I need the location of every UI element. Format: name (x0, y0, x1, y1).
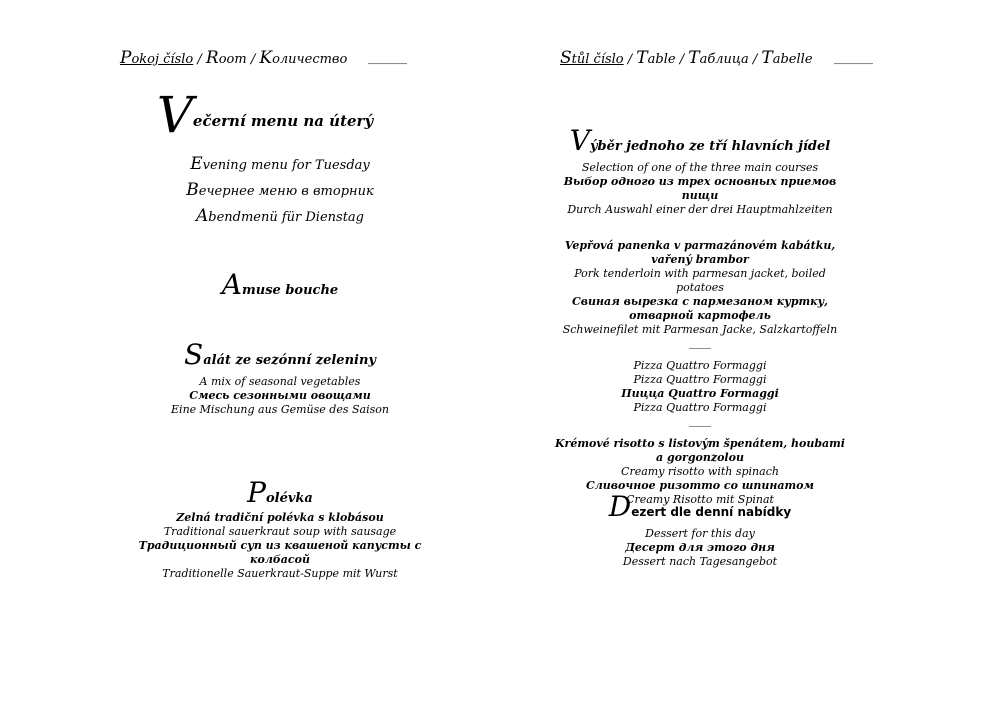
translation-initial: A (195, 206, 209, 226)
section-title-text: alát ze sezónní zeleniny (203, 353, 376, 368)
amuse-bouche-section (130, 268, 430, 301)
dish1-line-de: Schweinefilet mit Parmesan Jacke, Salzkartoffeln (562, 323, 838, 336)
header-slash: / (748, 52, 762, 67)
dish2-line-de: Pizza Quattro Formaggi (633, 401, 767, 414)
dish2-line-ru: Пицца Quattro Formaggi (621, 387, 779, 400)
header-word: oom (218, 52, 247, 67)
translation-text: ечернее меню в вторник (198, 184, 374, 199)
section-initial: P (247, 476, 266, 509)
header-initial: P (120, 48, 132, 68)
salad-line-en: A mix of seasonal vegetables (199, 375, 361, 388)
dessert-line-en: Dessert for this day (645, 527, 755, 540)
dessert-section (555, 490, 845, 569)
translation-initial: В (186, 180, 199, 200)
section-title (130, 268, 430, 301)
table-number-blank: ______ (834, 50, 873, 65)
title-translation-de (130, 204, 430, 230)
dish1-line-ru: Свиная вырезка с пармезаном куртку, отварной картофель (571, 295, 829, 322)
header-slash: / (623, 52, 637, 67)
salad-line-de: Eine Mischung aus Gemüse des Saison (171, 403, 389, 416)
section-initial: S (184, 338, 204, 371)
salad-section (130, 338, 430, 417)
section-initial: V (569, 124, 590, 157)
title-initial: V (156, 86, 193, 144)
room-number-blank: ______ (368, 50, 407, 65)
soup-line-ru: Традиционный суп из квашеной капусты с колбасой (138, 539, 422, 566)
section-title-text: ezert dle denní nabídky (631, 505, 792, 519)
soup-line-cz: Zelná tradiční polévka s klobásou (176, 511, 384, 524)
main-line-ru: Выбор одного из трех основных приемов пищи (563, 175, 837, 202)
header-initial: S (560, 48, 572, 68)
dish3-line-de: Creamy Risotto mit Spinat (626, 493, 774, 506)
main-line-de: Durch Auswahl einer der drei Hauptmahlzeiten (567, 203, 833, 216)
section-title-text: muse bouche (242, 283, 339, 298)
section-title-text: olévka (265, 491, 313, 506)
main-dish-options (555, 239, 845, 507)
header-initial: K (259, 48, 273, 68)
header-word: аблица (699, 52, 749, 67)
soup-line-de: Traditionelle Sauerkraut-Suppe mit Wurst (162, 567, 398, 580)
translation-initial: E (190, 154, 203, 174)
title-translation-ru (130, 178, 430, 204)
section-title (555, 490, 845, 523)
menu-title-block (130, 86, 430, 230)
soup-line-en: Traditional sauerkraut soup with sausage (163, 525, 397, 538)
main-line-en: Selection of one of the three main courses (581, 161, 819, 174)
translation-text: vening menu for Tuesday (202, 158, 370, 173)
soup-section (130, 476, 430, 581)
dish2-line-cz: Pizza Quattro Formaggi (633, 359, 767, 372)
header-initial: T (636, 48, 648, 68)
title-text: ečerní menu na úterý (192, 112, 374, 130)
section-initial: D (608, 490, 632, 523)
salad-line-ru: Смесь сезонными овощами (189, 389, 371, 402)
dish3-line-ru: Сливочное ризотто со шпинатом (586, 479, 814, 492)
header-slash: / (246, 52, 260, 67)
header-initial: T (688, 48, 700, 68)
dessert-line-ru: Десерт для этого дня (625, 541, 775, 554)
section-title-text: ýběr jednoho ze tří hlavních jídel (590, 139, 831, 154)
header-slash: / (193, 52, 206, 67)
section-title (130, 476, 430, 509)
header-word: оличество (272, 52, 348, 67)
header-word: okoj číslo (131, 52, 194, 67)
title-translation-en (130, 152, 430, 178)
dish2-line-en: Pizza Quattro Formaggi (633, 373, 767, 386)
section-title (130, 338, 430, 371)
header-word: tůl číslo (571, 52, 624, 67)
header-initial: T (761, 48, 773, 68)
translation-text: bendmenü für Dienstag (208, 210, 365, 225)
dish3-line-en: Creamy risotto with spinach (621, 465, 779, 478)
section-title (555, 124, 845, 157)
header-table-label (560, 48, 813, 68)
menu-title (100, 86, 430, 144)
dish-separator: ____ (689, 336, 711, 349)
header-room-label (120, 48, 347, 68)
dish1-line-cz: Vepřová panenka v parmazánovém kabátku, vařený brambor (564, 239, 836, 266)
dish-separator: ____ (689, 414, 711, 427)
header-slash: / (675, 52, 689, 67)
dessert-line-de: Dessert nach Tagesangebot (622, 555, 778, 568)
header-initial: R (205, 48, 219, 68)
header-word: abelle (772, 52, 813, 67)
header-word: able (647, 52, 676, 67)
section-initial: A (221, 268, 243, 301)
dish3-line-cz: Krémové risotto s listovým špenátem, houbami a gorgonzolou (555, 437, 845, 464)
dish1-line-en: Pork tenderloin with parmesan jacket, boiled potatoes (574, 267, 826, 294)
main-course-section (555, 124, 845, 217)
